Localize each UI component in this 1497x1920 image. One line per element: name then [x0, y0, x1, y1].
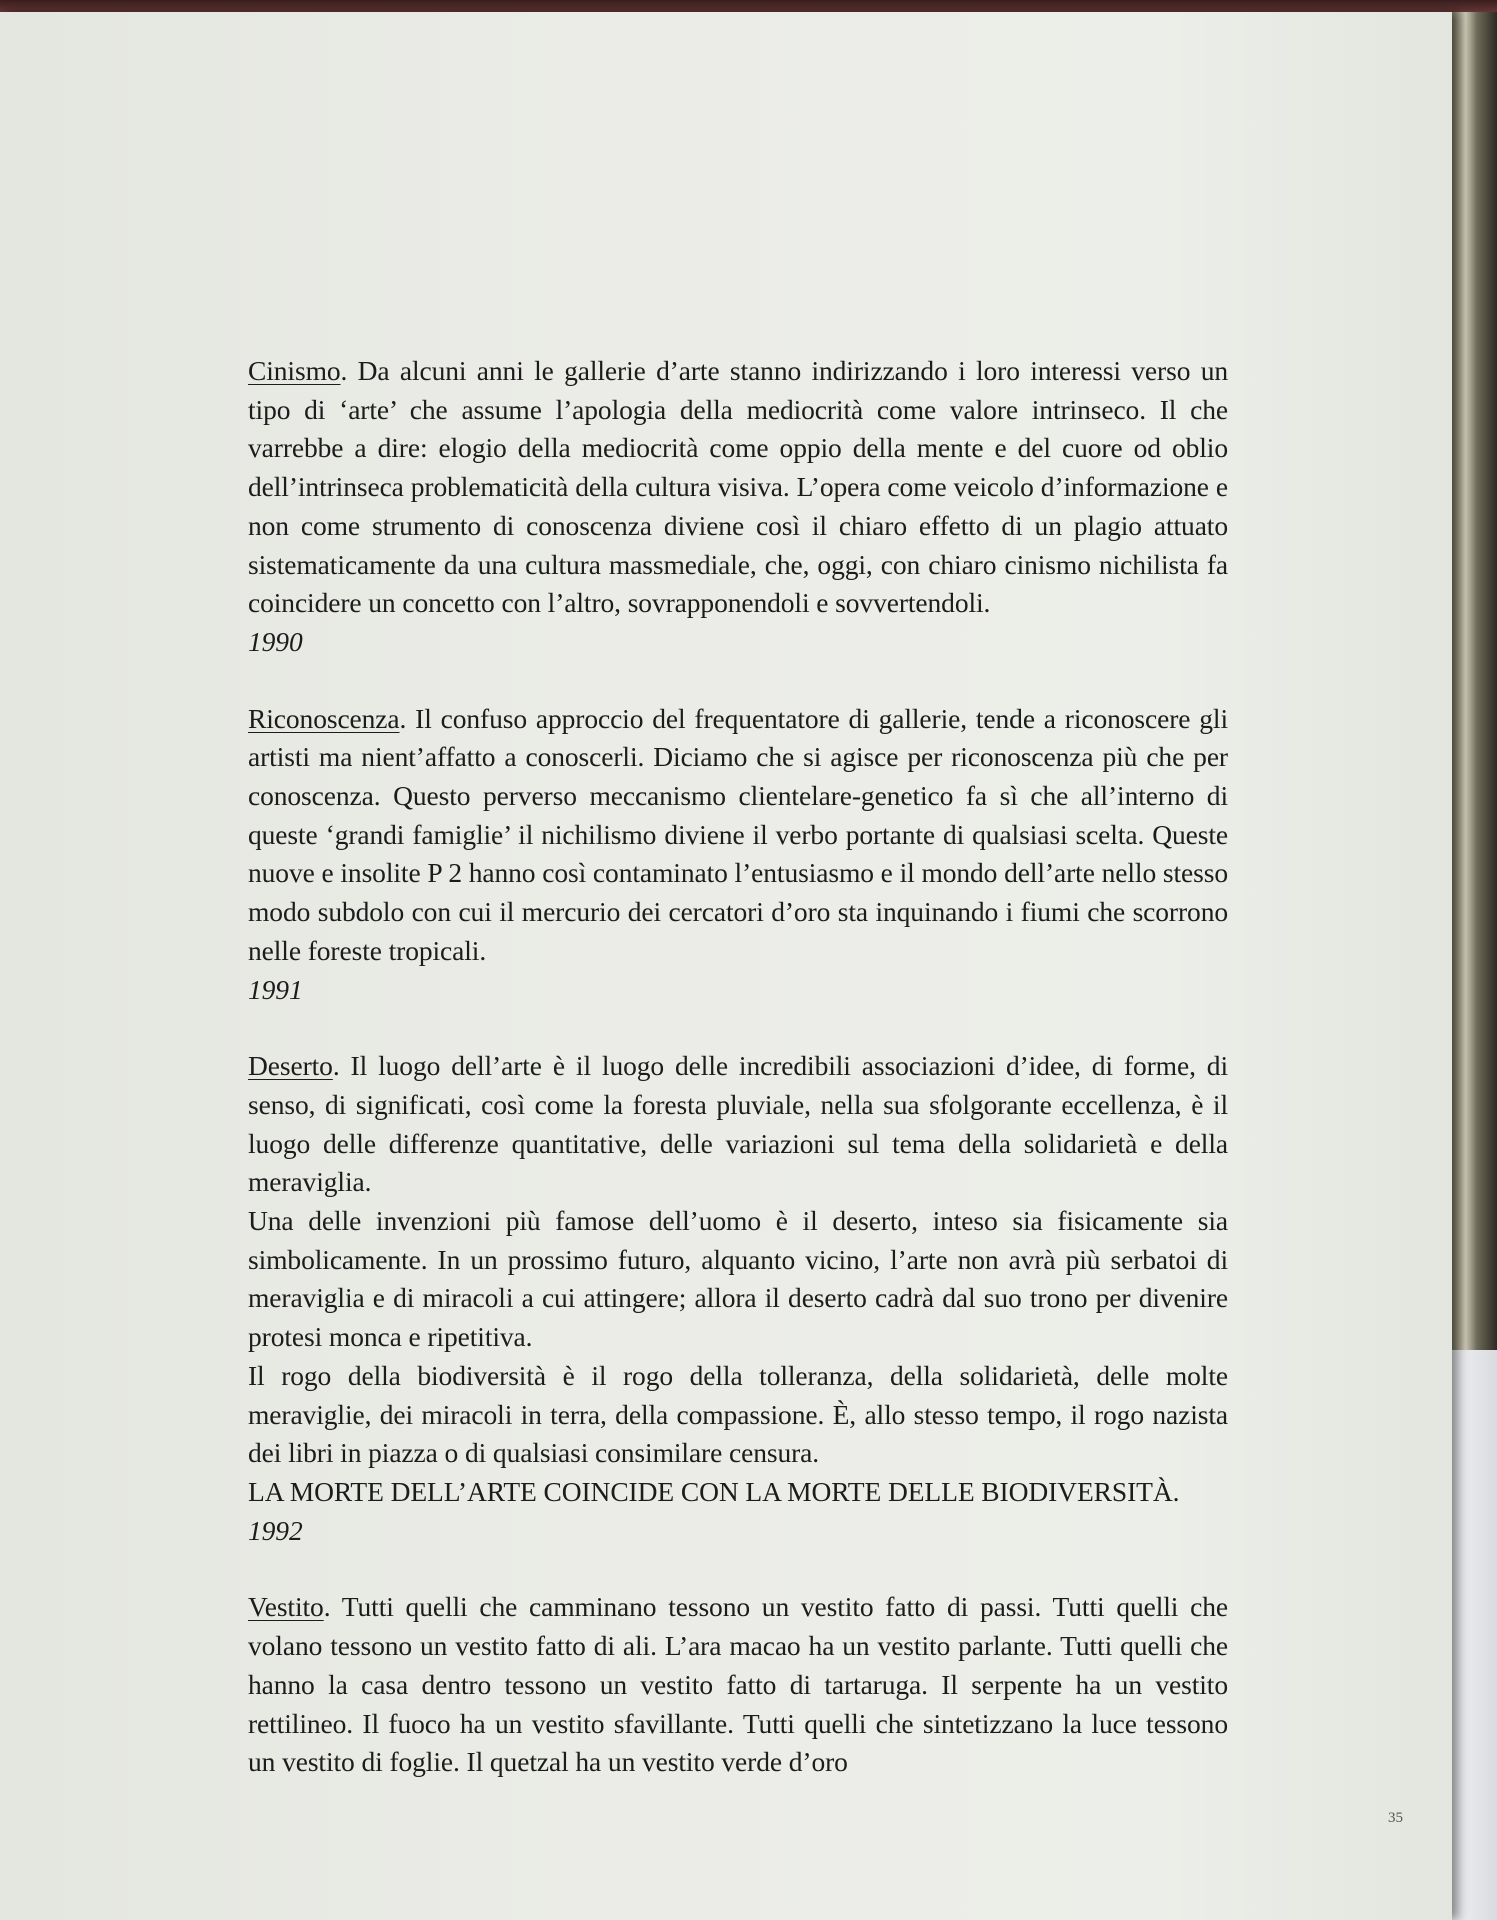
- entry-paragraph: Una delle invenzioni più famose dell’uomo è il deserto, inteso sia fisicamente sia simbolicamente. In un prossimo futuro, alquanto vicino, l’arte non avrà più serbatoi di meraviglia e di miracoli a cui attingere; allora il deserto cadrà dal suo trono per divenire protesi monca e ripetitiva.: [248, 1205, 1228, 1353]
- entry-paragraph: [248, 700, 1228, 971]
- entry-text: . Da alcuni anni le gallerie d’arte stanno indirizzando i loro interessi verso un tipo di ‘arte’ che assume l’apologia della mediocrità come valore intrinseco. Il che varrebbe a dire: elogio della mediocrità come oppio della mente e del cuore od oblio dell’intrinseca problematicità della cultura visiva. L’opera come veicolo d’informazione e non come strumento di conoscenza diviene così il chiaro effetto di un plagio attuato sistematicamente da una cultura massmediale, che, oggi, con chiaro cinismo nichilista fa coincidere un concetto con l’altro, sovrapponendoli e sovvertendoli.: [248, 355, 1228, 619]
- entry-paragraph: Il rogo della biodiversità è il rogo della tolleranza, della solidarietà, delle molte meraviglie, dei miracoli in terra, della compassione. È, allo stesso tempo, il rogo nazista dei libri in piazza o di qualsiasi consimilare censura.: [248, 1359, 1228, 1469]
- entry-text: . Il luogo dell’arte è il luogo delle incredibili associazioni d’idee, di forme, di senso, di significati, così come la foresta pluviale, nella sua sfolgorante eccellenza, è il luogo delle differenze quantitative, delle variazioni sul tema della solidarietà e della meraviglia.: [248, 1050, 1228, 1198]
- entry-text: . Tutti quelli che camminano tessono un vestito fatto di passi. Tutti quelli che volano tessono un vestito fatto di ali. L’ara macao ha un vestito parlante. Tutti quelli che hanno la casa dentro tessono un vestito fatto di tartaruga. Il serpente ha un vestito rettilineo. Il fuoco ha un vestito sfavillante. Tutti quelli che sintetizzano la luce tessono un vestito di foglie. Il quetzal ha un vestito verde d’oro: [248, 1591, 1228, 1778]
- entry-text: . Il confuso approccio del frequentatore di gallerie, tende a riconoscere gli artisti ma nient’affatto a conoscerli. Diciamo che si agisce per riconoscenza più che per conoscenza. Questo perverso meccanismo clientelare-genetico fa sì che all’interno di queste ‘grandi famiglie’ il nichilismo diviene il verbo portante di qualsiasi scelta. Queste nuove e insolite P 2 hanno così contaminato l’entusiasmo e il mondo dell’arte nello stesso modo subdolo con cui il mercurio dei cercatori d’oro sta inquinando i fiumi che scorrono nelle foreste tropicali.: [248, 702, 1228, 966]
- page-text: [248, 352, 1228, 1820]
- entry-paragraph: [248, 1047, 1228, 1202]
- page-number: 35: [1388, 1810, 1403, 1826]
- entry-term: Riconoscenza: [248, 702, 400, 734]
- entry-year: 1992: [248, 1514, 303, 1546]
- entry-year: 1991: [248, 973, 303, 1005]
- entry-paragraph-caps: LA MORTE DELL’ARTE COINCIDE CON LA MORTE DELLE BIODIVERSITÀ.: [248, 1475, 1180, 1507]
- entry-paragraph: [248, 1588, 1228, 1782]
- spine-light-band: [1452, 1350, 1497, 1920]
- entry-cinismo: [248, 352, 1228, 662]
- entry-deserto: [248, 1047, 1228, 1550]
- entry-vestito: [248, 1588, 1228, 1782]
- entry-term: Vestito: [248, 1591, 324, 1623]
- entry-paragraph: [248, 352, 1228, 623]
- entry-term: Cinismo: [248, 355, 341, 386]
- entry-riconoscenza: [248, 700, 1228, 1010]
- entry-term: Deserto: [248, 1050, 333, 1082]
- entry-year: 1990: [248, 625, 303, 657]
